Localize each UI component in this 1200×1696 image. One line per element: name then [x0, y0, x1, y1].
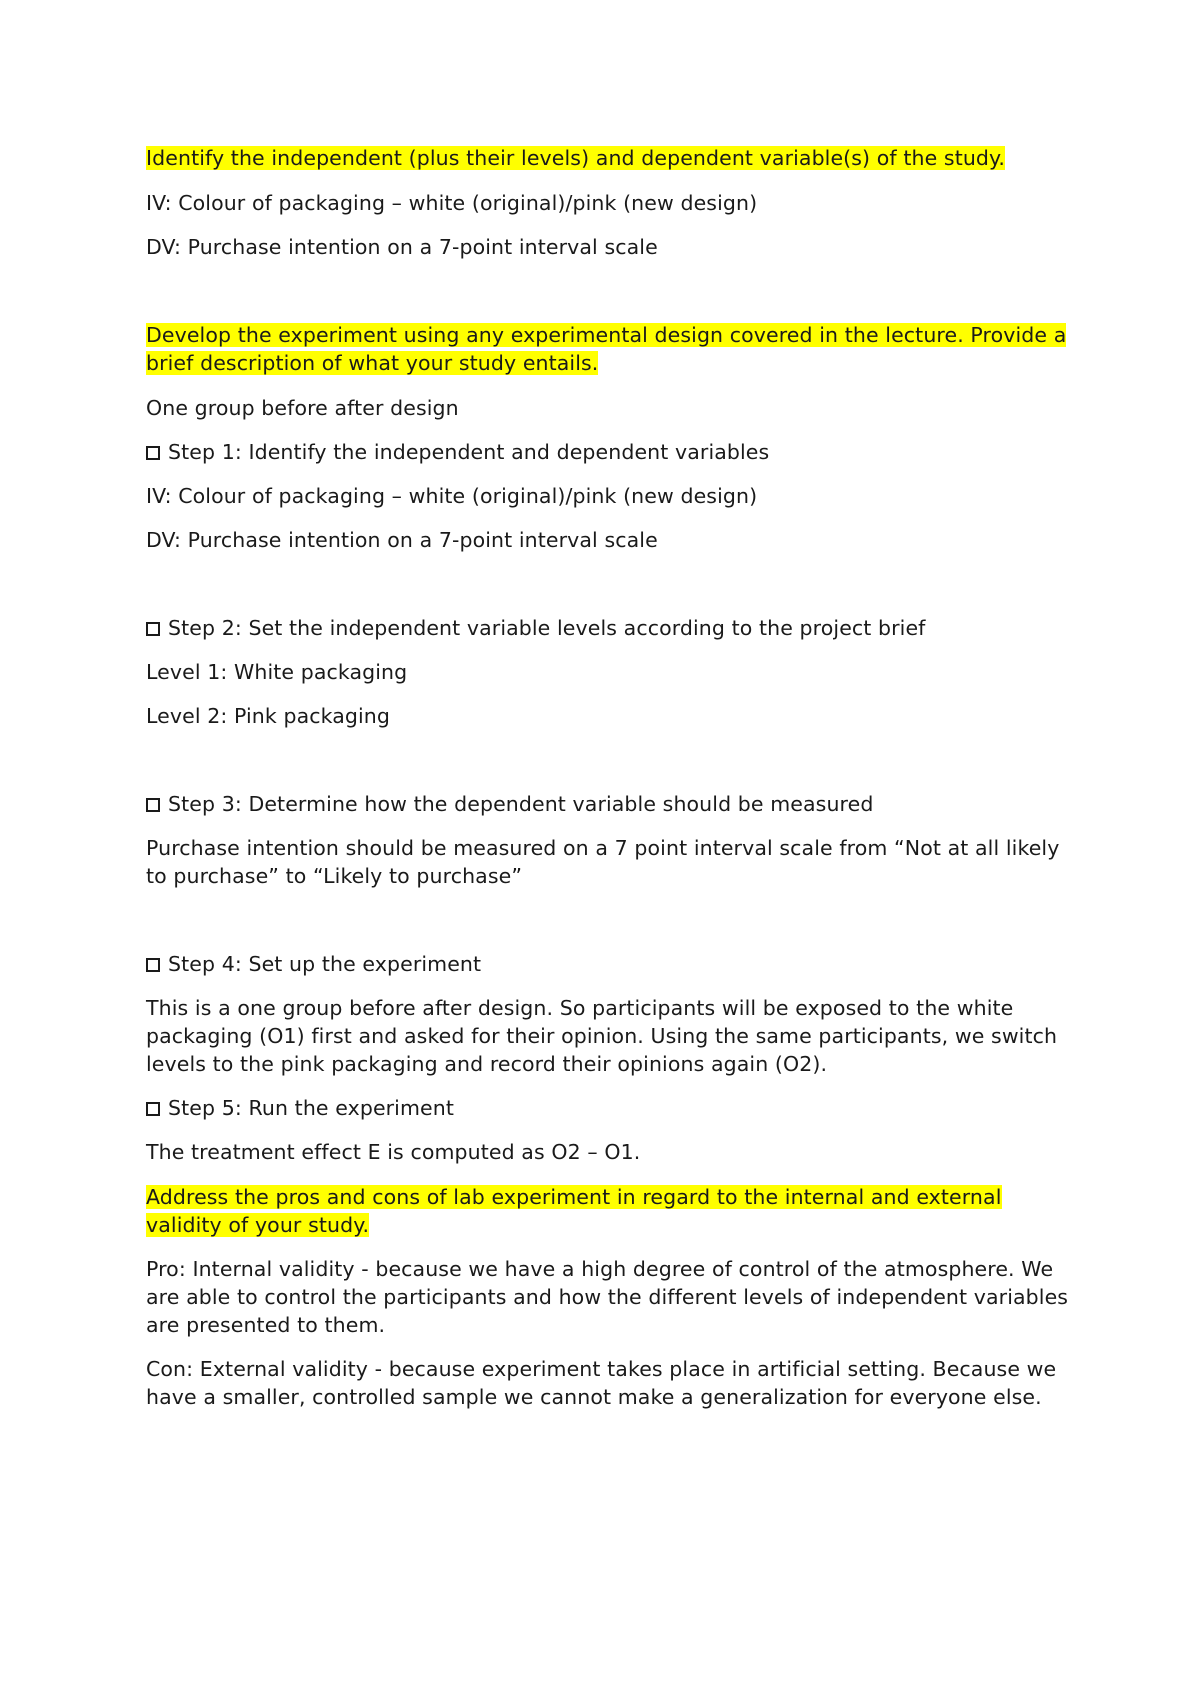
pro-paragraph: Pro: Internal validity - because we have a high degree of control of the atmosphere. We are able to control the participants and how the different levels of independent variables are presented to them.	[146, 1257, 1069, 1337]
step-3-text: Purchase intention should be measured on a 7 point interval scale from “Not at all likely to purchase” to “Likely to purchase”	[146, 836, 1060, 888]
step-1-label: Step 1: Identify the independent and dependent variables	[168, 440, 770, 464]
checkbox-icon	[146, 1102, 160, 1116]
question-1-prompt	[146, 144, 1076, 172]
step-5	[146, 1094, 1076, 1122]
design-line: One group before after design	[146, 396, 459, 420]
step-4	[146, 950, 1076, 978]
highlighted-text: Address the pros and cons of lab experiment in regard to the internal and external validity of your study.	[146, 1185, 1002, 1237]
level-1-line: Level 1: White packaging	[146, 660, 408, 684]
level-2-line: Level 2: Pink packaging	[146, 704, 391, 728]
step-2	[146, 614, 1076, 642]
iv-line: IV: Colour of packaging – white (original)/pink (new design)	[146, 191, 758, 215]
document-page	[146, 144, 1076, 1411]
step-5-text: The treatment effect E is computed as O2 – O1.	[146, 1140, 641, 1164]
step-1	[146, 438, 1076, 466]
question-2-prompt	[146, 321, 1076, 377]
highlighted-text: Develop the experiment using any experimental design covered in the lecture. Provide a brief description of what your study entails.	[146, 323, 1067, 375]
step-5-label: Step 5: Run the experiment	[168, 1096, 454, 1120]
step-2-label: Step 2: Set the independent variable levels according to the project brief	[168, 616, 926, 640]
checkbox-icon	[146, 958, 160, 972]
checkbox-icon	[146, 798, 160, 812]
dv-line: DV: Purchase intention on a 7-point interval scale	[146, 528, 658, 552]
step-4-label: Step 4: Set up the experiment	[168, 952, 482, 976]
step-4-text: This is a one group before after design. So participants will be exposed to the white packaging (O1) first and asked for their opinion. Using the same participants, we switch levels to the pink packaging and record their opinions again (O2).	[146, 996, 1058, 1076]
question-3-prompt	[146, 1183, 1076, 1239]
highlighted-text: Identify the independent (plus their levels) and dependent variable(s) of the study.	[146, 146, 1005, 170]
dv-line: DV: Purchase intention on a 7-point interval scale	[146, 235, 658, 259]
con-paragraph: Con: External validity - because experiment takes place in artificial setting. Because we have a smaller, controlled sample we cannot make a generalization for everyone else.	[146, 1357, 1057, 1409]
checkbox-icon	[146, 446, 160, 460]
checkbox-icon	[146, 622, 160, 636]
iv-line: IV: Colour of packaging – white (original)/pink (new design)	[146, 484, 758, 508]
step-3-label: Step 3: Determine how the dependent variable should be measured	[168, 792, 874, 816]
step-3	[146, 790, 1076, 818]
